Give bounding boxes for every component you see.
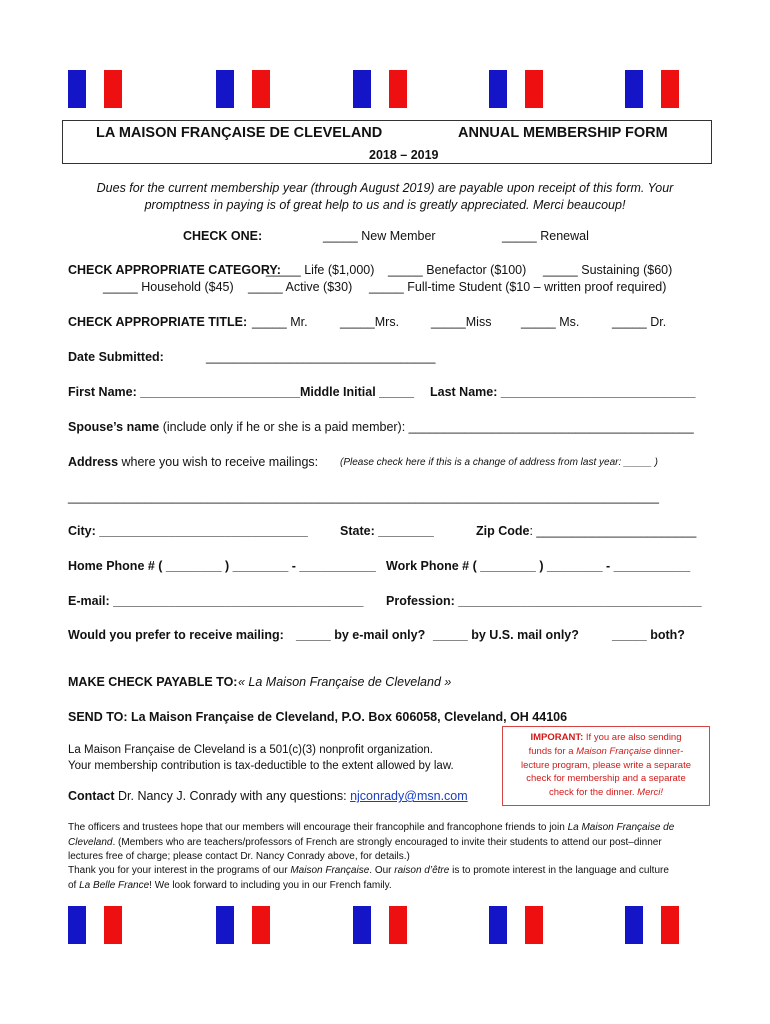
life-option[interactable]: _____ Life ($1,000)	[266, 263, 375, 277]
address-label-row	[68, 455, 318, 469]
french-flag-icon	[489, 70, 543, 108]
intro-line-1: Dues for the current membership year (through August 2019) are payable upon receipt of this form. Your	[96, 181, 674, 195]
important-text-4: check for membership and a separate	[526, 773, 686, 785]
contact-email-link[interactable]: njconrady@msn.com	[350, 789, 468, 803]
zip-rest: : _______________________	[529, 524, 697, 538]
title-label: CHECK APPROPRIATE TITLE:	[68, 315, 248, 329]
date-submitted-label: Date Submitted:	[68, 350, 164, 364]
footer-1a: The officers and trustees hope that our members will encourage their francophile and francophone friends to join	[68, 822, 568, 833]
footer-4a: Thank you for your interest in the programs of our	[68, 865, 291, 876]
title-miss-option[interactable]: _____Miss	[431, 315, 492, 329]
us-mail-option[interactable]: _____ by U.S. mail only?	[433, 628, 579, 642]
french-flag-icon	[68, 70, 122, 108]
email-only-option[interactable]: _____ by e-mail only?	[296, 628, 426, 642]
important-text-1: If you are also sending	[583, 732, 682, 743]
contact-label: Contact	[68, 789, 115, 803]
footer-4d: raison d’être	[394, 865, 450, 876]
french-flag-icon	[216, 70, 270, 108]
address-label: Address	[68, 455, 119, 469]
intro-line-2: promptness in paying is of great help to us and is greatly appreciated. Merci beaucoup!	[144, 198, 626, 212]
french-flag-icon	[216, 906, 270, 944]
footer-1b: La Maison Française de	[567, 822, 675, 833]
org-name: LA MAISON FRANÇAISE DE CLEVELAND	[96, 125, 383, 141]
french-flag-icon	[489, 906, 543, 944]
important-note-box	[502, 726, 710, 806]
important-text-2b: Maison Française	[576, 745, 652, 757]
payable-label: MAKE CHECK PAYABLE TO:	[68, 675, 238, 689]
date-submitted-field[interactable]: _________________________________	[206, 350, 436, 364]
important-text-5a: check for the dinner.	[548, 787, 638, 799]
nonprofit-line-1: La Maison Française de Cleveland is a 501(c)(3) nonprofit organization.	[68, 744, 434, 756]
payable-value: « La Maison Française de Cleveland »	[238, 675, 452, 689]
nonprofit-line-2: Your membership contribution is tax-deductible to the extent allowed by law.	[68, 760, 454, 772]
email-field[interactable]: E-mail: ____________________________________	[68, 594, 364, 608]
important-text-2c: dinner-	[651, 745, 684, 757]
french-flag-icon	[353, 70, 407, 108]
footer-4e: is to promote interest in the language and culture	[449, 865, 669, 876]
title-ms-option[interactable]: _____ Ms.	[521, 315, 580, 329]
important-text-2a: funds for a	[528, 745, 577, 757]
household-option[interactable]: _____ Household ($45)	[103, 280, 234, 294]
important-text-5b: Merci!	[637, 787, 664, 799]
french-flag-icon	[625, 70, 679, 108]
last-name-field[interactable]: Last Name: ____________________________	[430, 385, 696, 399]
footer-5c: ! We look forward to including you in our French family.	[149, 880, 392, 891]
check-one-label: CHECK ONE:	[183, 229, 263, 243]
title-mr-option[interactable]: _____ Mr.	[252, 315, 308, 329]
title-mrs-option[interactable]: _____Mrs.	[340, 315, 400, 329]
french-flag-icon	[68, 906, 122, 944]
footer-line-3: lectures free of charge; please contact Dr. Nancy Conrady above, for details.)	[68, 851, 410, 862]
contact-line	[68, 789, 468, 803]
address-field[interactable]: _____________________________________________________________________________________	[68, 490, 659, 504]
spouse-name-field[interactable]	[68, 420, 694, 434]
footer-line-2	[68, 837, 662, 848]
french-flag-icon	[625, 906, 679, 944]
zip-code-field[interactable]	[476, 524, 696, 538]
address-rest: where you wish to receive mailings:	[118, 455, 319, 469]
footer-2a: Cleveland	[68, 837, 113, 848]
footer-5b: La Belle France	[79, 880, 150, 891]
footer-line-1	[68, 822, 674, 833]
important-label: IMPORANT:	[530, 732, 584, 743]
renewal-option[interactable]: _____ Renewal	[502, 229, 589, 243]
new-member-option[interactable]: _____ New Member	[323, 229, 436, 243]
category-label: CHECK APPROPRIATE CATEGORY:	[68, 263, 281, 277]
footer-line-4	[68, 865, 669, 876]
footer-4b: Maison Française	[290, 865, 370, 876]
city-field[interactable]: City: ______________________________	[68, 524, 308, 538]
middle-initial-field[interactable]: Middle Initial _____	[300, 385, 414, 399]
both-option[interactable]: _____ both?	[612, 628, 685, 642]
active-option[interactable]: _____ Active ($30)	[248, 280, 353, 294]
contact-text: Dr. Nancy J. Conrady with any questions:	[114, 789, 351, 803]
address-change-checkbox[interactable]: (Please check here if this is a change of address from last year: _____ )	[340, 457, 658, 468]
zip-label: Zip Code	[476, 524, 530, 538]
title-dr-option[interactable]: _____ Dr.	[612, 315, 667, 329]
student-option[interactable]: _____ Full-time Student ($10 – written proof required)	[369, 280, 667, 294]
footer-2b: . (Members who are teachers/professors of French are strongly encouraged to invite their students to attend our post–dinner	[112, 837, 662, 848]
french-flag-icon	[353, 906, 407, 944]
footer-4c: . Our	[369, 865, 395, 876]
important-text-3: lecture program, please write a separate	[520, 759, 692, 771]
benefactor-option[interactable]: _____ Benefactor ($100)	[388, 263, 527, 277]
mail-preference-label: Would you prefer to receive mailing:	[68, 628, 284, 642]
first-name-field[interactable]: First Name: _______________________	[68, 385, 301, 399]
spouse-label: Spouse’s name	[68, 420, 160, 434]
footer-line-5	[68, 880, 392, 891]
sustaining-option[interactable]: _____ Sustaining ($60)	[543, 263, 673, 277]
profession-field[interactable]: Profession: ___________________________________	[386, 594, 702, 608]
home-phone-field[interactable]: Home Phone # ( ________ ) ________ - ___________	[68, 559, 376, 573]
work-phone-field[interactable]: Work Phone # ( ________ ) ________ - ___________	[386, 559, 691, 573]
footer-5a: of	[68, 880, 80, 891]
form-title: ANNUAL MEMBERSHIP FORM	[458, 125, 668, 141]
send-to-address: SEND TO: La Maison Française de Cleveland, P.O. Box 606058, Cleveland, OH 44106	[68, 710, 568, 724]
form-year: 2018 – 2019	[369, 148, 439, 162]
spouse-rest: (include only if he or she is a paid member): _________________________________________	[159, 420, 694, 434]
state-field[interactable]: State: ________	[340, 524, 434, 538]
